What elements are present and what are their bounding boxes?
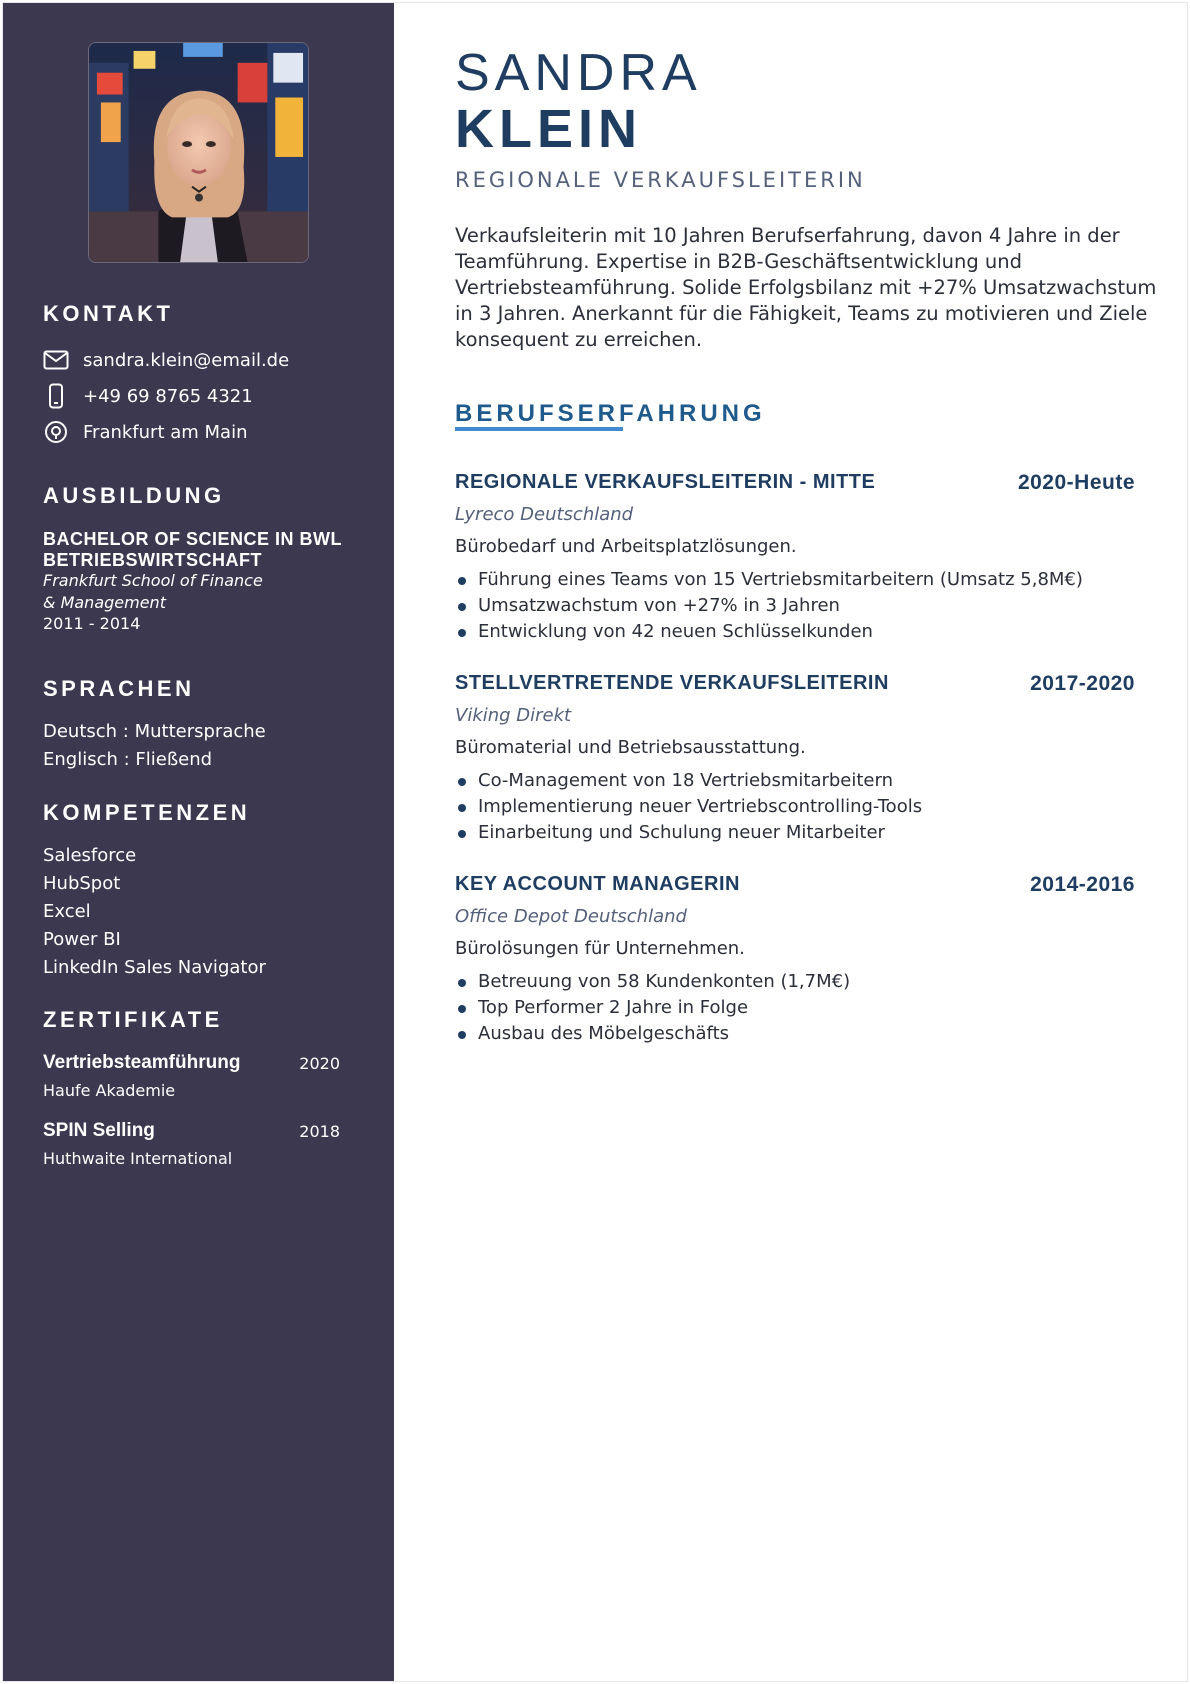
skill-item: Excel <box>43 901 91 922</box>
job-bullet <box>455 969 850 995</box>
job-role-title: REGIONALE VERKAUFSLEITERIN <box>455 168 866 192</box>
bullet-dot-icon <box>458 1005 466 1013</box>
certificate-org: Haufe Akademie <box>43 1081 176 1100</box>
job-company: Viking Direkt <box>455 705 572 726</box>
contact-location-text: Frankfurt am Main <box>83 421 248 443</box>
job-bullet <box>455 820 922 846</box>
skills-list <box>43 842 266 982</box>
contact-email-text[interactable]: sandra.klein@email.de <box>83 349 290 371</box>
job-bullet <box>455 593 1083 619</box>
profile-photo-image <box>89 43 308 262</box>
profile-summary: Verkaufsleiterin mit 10 Jahren Berufserfahrung, davon 4 Jahre in der Teamführung. Expertise in B2B-Geschäftsentwicklung und Vertriebsteamführung. Solide Erfolgsbilanz mit +27% Umsatzwachstum in 3 Jahren. Anerkannt für die Fähigkeit, Teams zu motivieren und Ziele konsequent zu erreichen. <box>455 224 1157 351</box>
contact-phone[interactable] <box>43 383 253 409</box>
certificate-year: 2018 <box>299 1122 340 1141</box>
first-name: SANDRA <box>455 44 702 102</box>
education-heading: AUSBILDUNG <box>43 483 225 508</box>
job-title: REGIONALE VERKAUFSLEITERIN - MITTE <box>455 471 876 493</box>
job-description: Büromaterial und Betriebsausstattung. <box>455 737 806 758</box>
job-company: Lyreco Deutschland <box>455 504 634 525</box>
skill-item: Power BI <box>43 929 121 950</box>
section-underline <box>455 427 623 431</box>
language-item: Deutsch : Muttersprache <box>43 721 266 742</box>
job-bullet-text: Umsatzwachstum von +27% in 3 Jahren <box>478 595 840 616</box>
job-date: 2014-2016 <box>1030 873 1135 896</box>
certificate-title: SPIN Selling <box>43 1120 155 1141</box>
bullet-dot-icon <box>458 830 466 838</box>
contact-email[interactable] <box>43 347 289 373</box>
education-school: Frankfurt School of Finance & Management <box>43 571 263 612</box>
skills-heading: KOMPETENZEN <box>43 800 251 825</box>
job-bullet <box>455 567 1083 593</box>
contact-heading: KONTAKT <box>43 301 174 326</box>
phone-icon <box>43 383 69 409</box>
certificate-year: 2020 <box>299 1054 340 1073</box>
skill-item: HubSpot <box>43 873 121 894</box>
bullet-dot-icon <box>458 603 466 611</box>
job-company: Office Depot Deutschland <box>455 906 687 927</box>
certificate-title: Vertriebsteamführung <box>43 1052 241 1073</box>
contact-phone-text[interactable]: +49 69 8765 4321 <box>83 385 253 407</box>
job-description: Bürobedarf und Arbeitsplatzlösungen. <box>455 536 797 557</box>
education-years: 2011 - 2014 <box>43 614 141 633</box>
bullet-dot-icon <box>458 804 466 812</box>
languages-list <box>43 718 266 774</box>
job-bullet <box>455 1021 850 1047</box>
job-bullet <box>455 794 922 820</box>
resume-page <box>2 2 1188 1682</box>
job-date: 2017-2020 <box>1030 672 1135 695</box>
job-bullet-text: Top Performer 2 Jahre in Folge <box>478 997 749 1018</box>
envelope-icon <box>43 347 69 373</box>
languages-heading: SPRACHEN <box>43 676 195 701</box>
bullet-dot-icon <box>458 979 466 987</box>
certificates-heading: ZERTIFIKATE <box>43 1007 223 1032</box>
bullet-dot-icon <box>458 778 466 786</box>
job-bullet-text: Entwicklung von 42 neuen Schlüsselkunden <box>478 621 873 642</box>
job-title: STELLVERTRETENDE VERKAUFSLEITERIN <box>455 672 889 694</box>
skill-item: LinkedIn Sales Navigator <box>43 957 266 978</box>
contact-location <box>43 419 248 445</box>
job-description: Bürolösungen für Unternehmen. <box>455 938 745 959</box>
bullet-dot-icon <box>458 577 466 585</box>
job-bullets <box>455 567 1083 645</box>
job-bullet-text: Betreuung von 58 Kundenkonten (1,7M€) <box>478 971 851 992</box>
bullet-dot-icon <box>458 629 466 637</box>
job-bullet-text: Führung eines Teams von 15 Vertriebsmitarbeitern (Umsatz 5,8M€) <box>478 569 1083 590</box>
skill-item: Salesforce <box>43 845 137 866</box>
job-bullet-text: Co-Management von 18 Vertriebsmitarbeitern <box>478 770 894 791</box>
job-bullets <box>455 768 922 846</box>
job-bullet-text: Einarbeitung und Schulung neuer Mitarbeiter <box>478 822 885 843</box>
language-item: Englisch : Fließend <box>43 749 213 770</box>
sidebar <box>3 3 394 1681</box>
job-bullet-text: Implementierung neuer Vertriebscontrolling-Tools <box>478 796 923 817</box>
location-pin-icon <box>43 419 69 445</box>
profile-photo <box>88 42 309 263</box>
job-bullet <box>455 995 850 1021</box>
last-name: KLEIN <box>455 99 642 159</box>
job-bullet <box>455 768 922 794</box>
certificate-org: Huthwaite International <box>43 1149 233 1168</box>
education-degree: BACHELOR OF SCIENCE IN BWL BETRIEBSWIRTSCHAFT <box>43 529 342 570</box>
bullet-dot-icon <box>458 1031 466 1039</box>
job-bullet-text: Ausbau des Möbelgeschäfts <box>478 1023 729 1044</box>
job-date: 2020-Heute <box>1017 471 1135 494</box>
main-content <box>394 3 1187 1681</box>
job-bullet <box>455 619 1083 645</box>
job-title: KEY ACCOUNT MANAGERIN <box>455 873 740 895</box>
job-bullets <box>455 969 850 1047</box>
experience-heading: BERUFSERFAHRUNG <box>455 400 766 427</box>
